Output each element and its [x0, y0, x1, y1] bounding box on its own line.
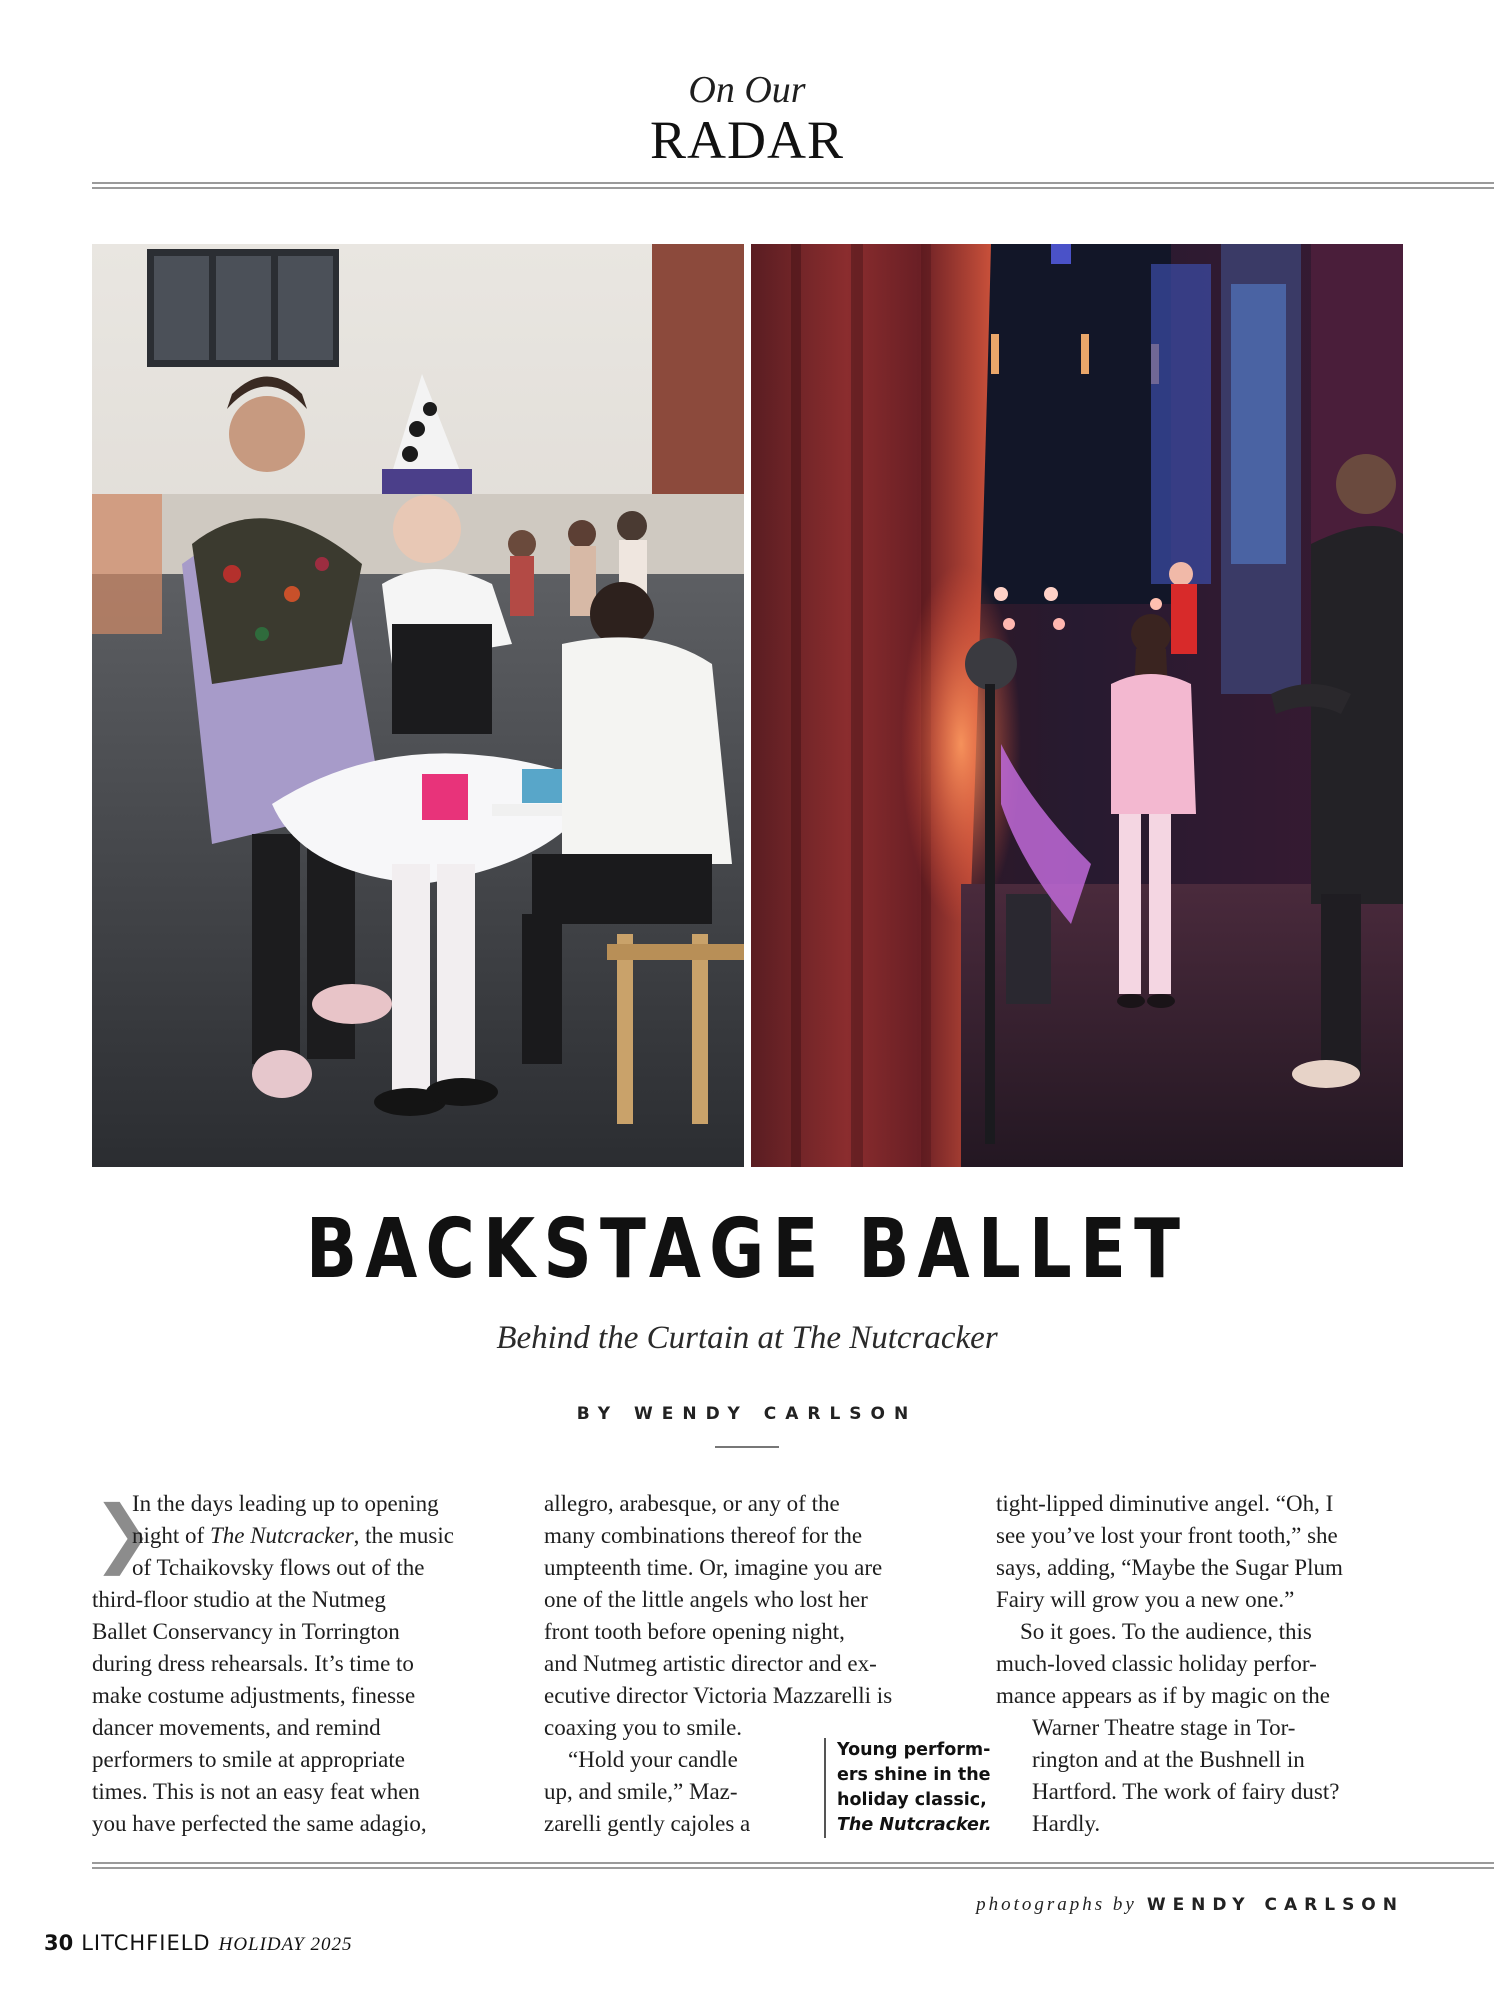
- col1-line: third-floor studio at the Nutmeg: [92, 1587, 386, 1612]
- col3-line: Fairy will grow you a new one.”: [996, 1587, 1295, 1612]
- col1-line: make costume adjustments, finesse: [92, 1683, 416, 1708]
- photo-costume-fitting: [92, 244, 744, 1167]
- page-folio: [44, 1930, 353, 1956]
- col1-line: during dress rehearsals. It’s time to: [92, 1651, 414, 1676]
- col1-line: times. This is not an easy feat when: [92, 1779, 420, 1804]
- article-dek: Behind the Curtain at The Nutcracker: [496, 1320, 998, 1356]
- col2-line: umpteenth time. Or, imagine you are: [544, 1555, 883, 1580]
- col1-line: you have perfected the same adagio,: [92, 1811, 427, 1836]
- col2-line: front tooth before opening night,: [544, 1619, 845, 1644]
- col2-line: one of the little angels who lost her: [544, 1587, 868, 1612]
- photo-caption: [824, 1738, 997, 1838]
- col2-line: and Nutmeg artistic director and ex-: [544, 1651, 877, 1676]
- col3-line: Hardly.: [1032, 1811, 1101, 1836]
- photo-credit: [976, 1894, 1404, 1916]
- col1-line: Ballet Conservancy in Torrington: [92, 1619, 400, 1644]
- header-rule: [92, 182, 1494, 189]
- issue-label: HOLIDAY 2025: [218, 1934, 353, 1955]
- drop-chevron-icon: ❯: [92, 1490, 155, 1576]
- col2-line: zarelli gently cajoles a: [544, 1811, 751, 1836]
- col3-line: mance appears as if by magic on the: [996, 1683, 1331, 1708]
- section-kicker: On Our: [688, 69, 806, 111]
- footer-rule: [92, 1862, 1494, 1869]
- magazine-name: LITCHFIELD: [81, 1931, 211, 1955]
- section-title: RADAR: [649, 110, 845, 170]
- col2-line: many combinations thereof for the: [544, 1523, 863, 1548]
- photo-credit-name: WENDY CARLSON: [1146, 1895, 1404, 1915]
- col1-line: In the days leading up to opening: [132, 1491, 439, 1516]
- col2-line: ecutive director Victoria Mazzarelli is: [544, 1683, 893, 1708]
- col3-line: much-loved classic holiday perfor-: [996, 1651, 1317, 1676]
- photo-credit-label: photographs by: [976, 1894, 1137, 1915]
- col1-line: of Tchaikovsky flows out of the: [132, 1555, 425, 1580]
- article-headline: BACKSTAGE BALLET: [305, 1202, 1189, 1297]
- col1-line: performers to smile at appropriate: [92, 1747, 405, 1772]
- byline-rule: [715, 1446, 779, 1448]
- article-column-3: [996, 1488, 1416, 1840]
- col3-line: rington and at the Bushnell in: [1032, 1747, 1305, 1772]
- col2-line: up, and smile,” Maz-: [544, 1779, 738, 1804]
- col2-line: “Hold your candle: [568, 1747, 738, 1772]
- article-column-1: [92, 1488, 512, 1840]
- col3-line: see you’ve lost your front tooth,” she: [996, 1523, 1338, 1548]
- col3-line: tight-lipped diminutive angel. “Oh, I: [996, 1491, 1334, 1516]
- col3-line: Warner Theatre stage in Tor-: [1032, 1715, 1296, 1740]
- col2-line: allegro, arabesque, or any of the: [544, 1491, 840, 1516]
- article-byline: BY WENDY CARLSON: [576, 1404, 918, 1424]
- photo-backstage-wings: [751, 244, 1403, 1167]
- page-number: 30: [44, 1931, 74, 1955]
- col1-line: dancer movements, and remind: [92, 1715, 381, 1740]
- col1-line: night of The Nutcracker, the music: [132, 1523, 454, 1548]
- col2-line: coaxing you to smile.: [544, 1715, 743, 1740]
- caption-text: Young perform- ers shine in the holiday classic,: [837, 1740, 991, 1810]
- col3-line: So it goes. To the audience, this: [1020, 1619, 1312, 1644]
- col3-line: says, adding, “Maybe the Sugar Plum: [996, 1555, 1343, 1580]
- caption-title: The Nutcracker.: [837, 1815, 992, 1835]
- col3-line: Hartford. The work of fairy dust?: [1032, 1779, 1340, 1804]
